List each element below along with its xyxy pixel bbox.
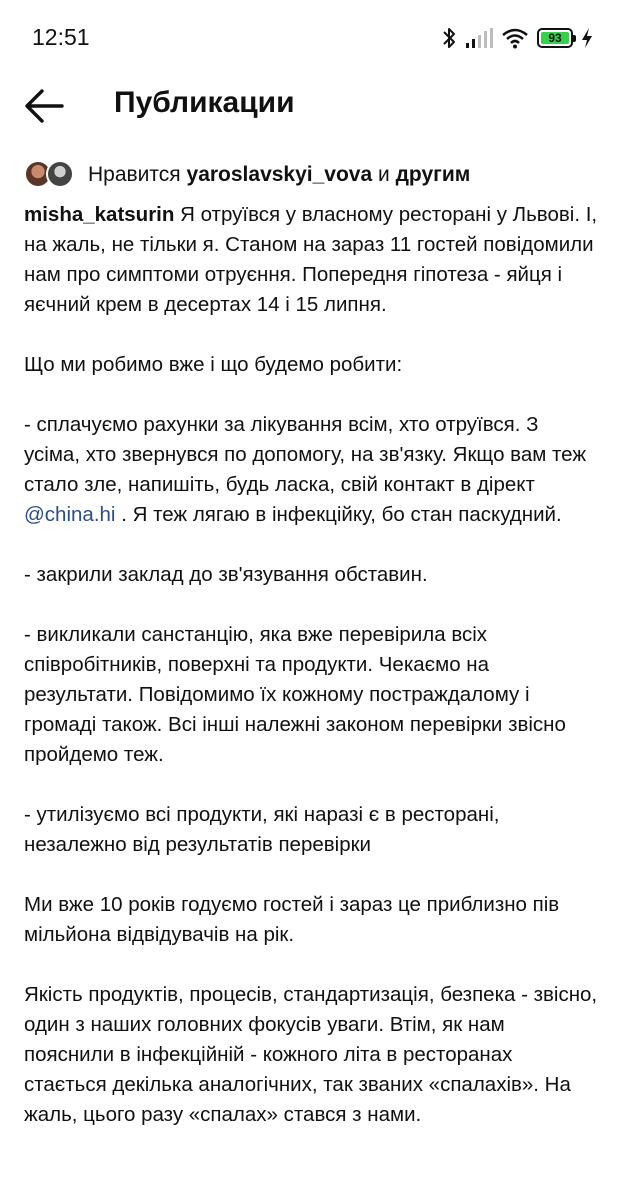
caption-paragraph: Ми вже 10 років годуємо гостей і зараз це приблизно пів мільйона відвідувачів на рік. [24, 893, 560, 946]
caption-paragraph: - закрили заклад до зв'язування обставин. [24, 563, 428, 586]
status-time: 12:51 [32, 24, 90, 50]
likes-conj: и [378, 163, 390, 186]
post-caption [24, 200, 599, 1160]
caption-paragraph: - утилізуємо всі продукти, які наразі є в ресторані, незалежно від результатів перевірки [24, 803, 500, 856]
page-header [0, 72, 619, 142]
caption-username[interactable]: misha_katsurin [24, 203, 175, 226]
battery-icon [537, 28, 573, 48]
caption-paragraph: Що ми робимо вже і що будемо робити: [24, 353, 403, 376]
caption-text: Я отруївся у власному ресторані у Львові. І, на жаль, не тільки я. Станом на зараз 11 гостей повідомили нам про симптоми отруєння. Попередня гіпотеза - яйця і яєчний крем в десертах 14 і 15 липня. [24, 203, 598, 316]
bluetooth-icon [441, 26, 457, 50]
caption-paragraph [24, 200, 599, 320]
likes-row[interactable] [24, 158, 470, 192]
caption-paragraph: Якість продуктів, процесів, стандартизація, безпека - звісно, один з наших головних фокусів уваги. Втім, як нам пояснили в інфекційній - кожного літа в ресторанах стається декілька аналогічних, так званих «спалахів». На жаль, цього разу «спалах» стався з нами. [24, 983, 598, 1126]
status-icons [441, 24, 593, 52]
caption-paragraph: - викликали санстанцію, яка вже перевірила всіх співробітників, поверхні та продукти. Чекаємо на результати. Повідомимо їх кожному постраждалому і громаді також. Всі інші належні законом перевірки звісно пройдемо теж. [24, 623, 566, 766]
caption-paragraph [24, 410, 599, 530]
caption-text: . Я теж лягаю в інфекційку, бо стан паскудний. [121, 503, 562, 526]
battery-level: 93 [548, 31, 562, 45]
caption-text: - сплачуємо рахунки за лікування всім, хто отруївся. З усіма, хто звернувся по допомогу, на зв'язку. Якщо вам теж стало зле, напишіть, будь ласка, свій контакт в дірект [24, 413, 587, 496]
status-bar [0, 0, 619, 70]
back-arrow-icon[interactable] [22, 86, 66, 126]
page-title: Публикации [114, 86, 295, 119]
liker-username[interactable]: yaroslavskyi_vova [186, 163, 373, 186]
liker-avatars[interactable] [24, 158, 80, 192]
likes-text [88, 163, 470, 187]
avatar[interactable] [46, 160, 74, 188]
mention-link[interactable]: @china.hi [24, 503, 116, 526]
wifi-icon [501, 27, 529, 49]
likes-prefix: Нравится [88, 163, 181, 186]
charging-icon [581, 27, 593, 49]
signal-icon [465, 27, 493, 49]
likes-others-link[interactable]: другим [395, 163, 471, 186]
